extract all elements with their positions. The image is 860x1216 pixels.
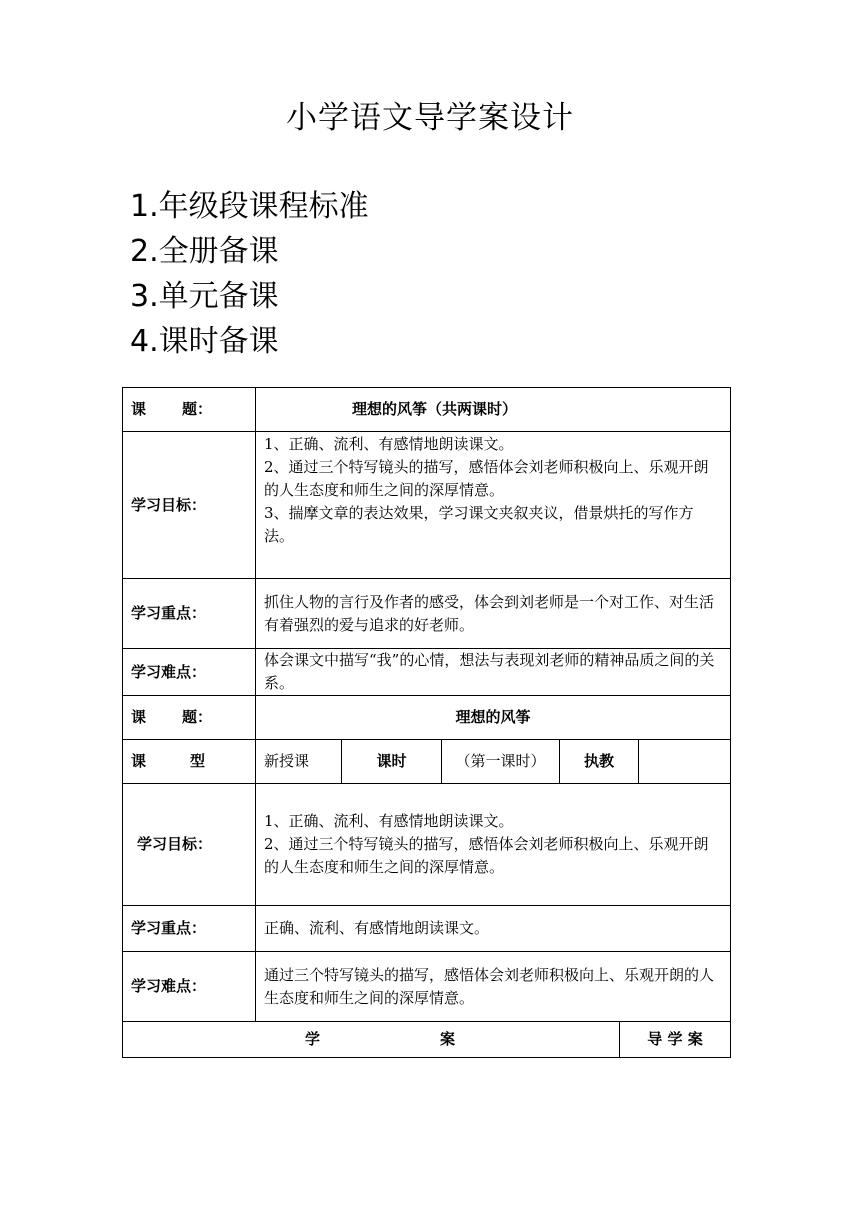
teacher-label: 执教 [560, 740, 639, 784]
type-label-second: 型 [190, 752, 206, 770]
outline-list [130, 184, 369, 364]
goal-item: 3、揣摩文章的表达效果，学习课文夹叙夹议，借景烘托的写作方法。 [264, 503, 694, 545]
difficult-label: 学习难点： [123, 649, 256, 696]
outline-item: 2.全册备课 [130, 234, 279, 269]
period-label: 课时 [342, 740, 442, 784]
goals-total-cell [256, 432, 731, 579]
table-row [123, 1022, 731, 1058]
lesson-difficult-label: 学习难点： [123, 952, 256, 1022]
lesson-topic-label-second: 题： [182, 708, 213, 726]
period-value: （第一课时） [442, 740, 560, 784]
topic-label [123, 388, 256, 432]
document-title: 小学语文导学案设计 [286, 100, 574, 136]
topic-label-second: 题： [182, 400, 213, 418]
table-row [123, 649, 731, 696]
table-row [123, 432, 731, 579]
goals-label: 学习目标： [123, 432, 256, 579]
lesson-topic-label [123, 696, 256, 740]
goal-item: 1、正确、流利、有感情地朗读课文。 [264, 812, 514, 830]
type-label [123, 740, 256, 784]
table-row [123, 740, 731, 784]
key-label: 学习重点： [123, 579, 256, 649]
key-total-value: 抓住人物的言行及作者的感受，体会到刘老师是一个对工作、对生活有着强烈的爱与追求的好老师。 [256, 579, 731, 649]
lesson-goals-cell [256, 784, 731, 906]
lesson-topic-label-first: 课 [131, 708, 147, 726]
type-value: 新授课 [256, 740, 342, 784]
footer-study-cell [123, 1022, 620, 1058]
type-label-first: 课 [131, 752, 147, 770]
table-row [123, 906, 731, 952]
goal-item: 2、通过三个特写镜头的描写，感悟体会刘老师积极向上、乐观开朗的人生态度和师生之间的深厚情意。 [264, 835, 709, 876]
lesson-plan-table [122, 387, 731, 1058]
topic-label-first: 课 [131, 400, 147, 418]
table-row [123, 696, 731, 740]
outline-item: 4.课时备课 [130, 324, 279, 359]
lesson-goals-label: 学习目标： [123, 784, 256, 906]
goal-item: 1、正确、流利、有感情地朗读课文。 [264, 434, 514, 453]
lesson-key-value: 正确、流利、有感情地朗读课文。 [256, 906, 731, 952]
table-row [123, 952, 731, 1022]
footer-guide-cell: 导 学 案 [620, 1022, 731, 1058]
goal-item: 2、通过三个特写镜头的描写，感悟体会刘老师积极向上、乐观开朗的人生态度和师生之间的深厚情意。 [264, 457, 709, 499]
outline-item: 3.单元备课 [130, 279, 279, 314]
lesson-key-label: 学习重点： [123, 906, 256, 952]
lesson-topic-value: 理想的风筝 [256, 696, 731, 740]
table-row [123, 579, 731, 649]
topic-total-value: 理想的风筝（共两课时） [256, 388, 731, 432]
outline-item: 1.年级段课程标准 [130, 189, 369, 224]
table-row [123, 784, 731, 906]
footer-study-first: 学 [305, 1030, 321, 1048]
table-row [123, 388, 731, 432]
teacher-value [639, 740, 731, 784]
difficult-total-value: 体会课文中描写“我”的心情，想法与表现刘老师的精神品质之间的关系。 [256, 649, 731, 696]
lesson-difficult-value: 通过三个特写镜头的描写，感悟体会刘老师积极向上、乐观开朗的人生态度和师生之间的深厚情意。 [256, 952, 731, 1022]
footer-study-second: 案 [440, 1030, 456, 1048]
